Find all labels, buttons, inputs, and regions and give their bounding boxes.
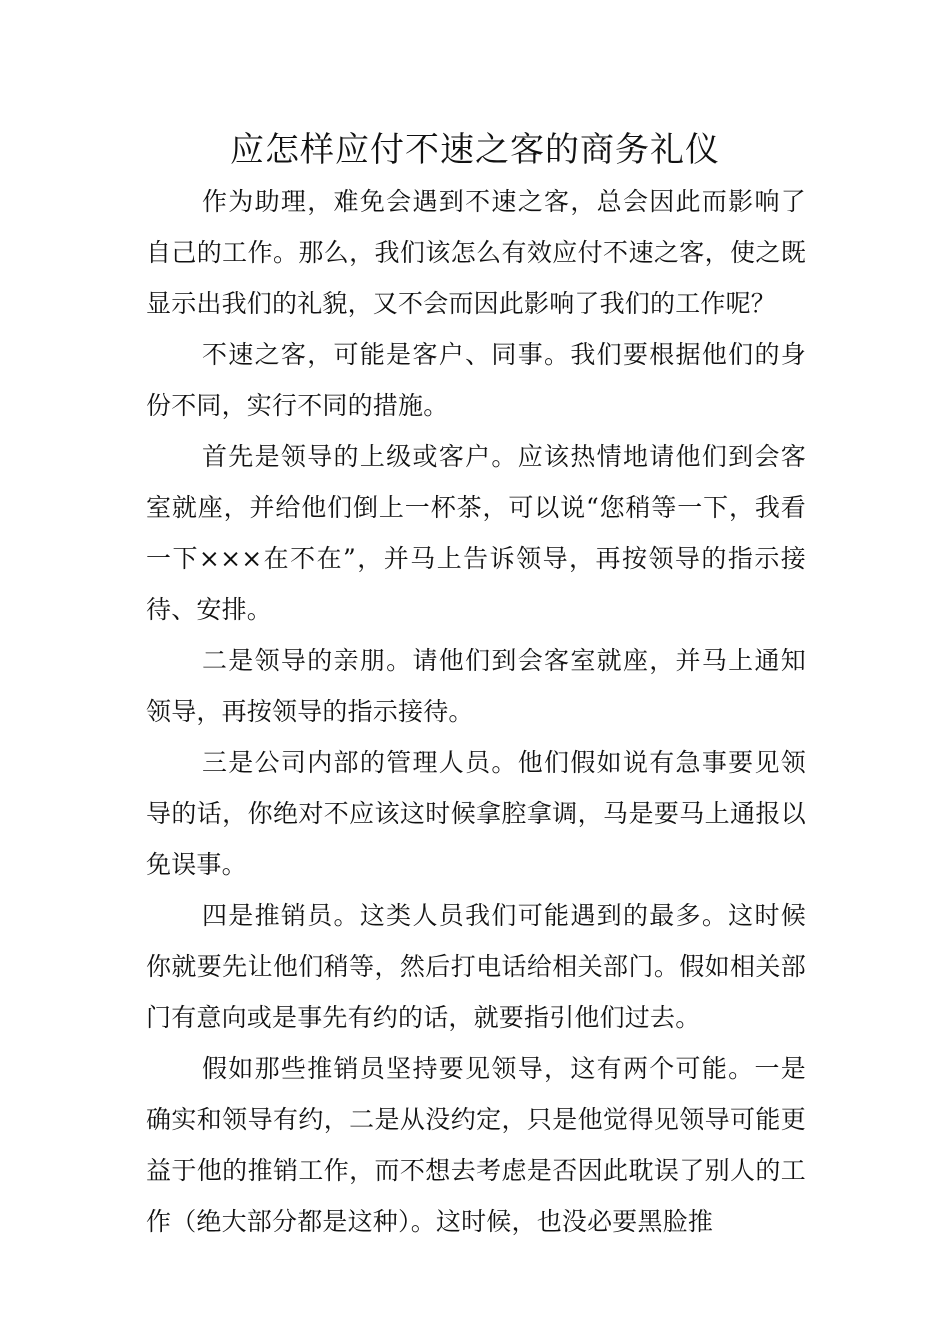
document-body (146, 176, 806, 1247)
paragraph: 二是领导的亲朋。请他们到会客室就座，并马上通知领导，再按领导的指示接待。 (146, 646, 806, 726)
paragraph: 首先是领导的上级或客户。应该热情地请他们到会客室就座，并给他们倒上一杯茶，可以说“您稍等一下，我看一下×××在不在”，并马上告诉领导，再按领导的指示接待、安排。 (146, 442, 806, 624)
paragraph: 作为助理，难免会遇到不速之客，总会因此而影响了自己的工作。那么，我们该怎么有效应付不速之客，使之既显示出我们的礼貌，又不会而因此影响了我们的工作呢？ (146, 187, 806, 318)
paragraph: 不速之客，可能是客户、同事。我们要根据他们的身份不同，实行不同的措施。 (146, 340, 806, 420)
paragraph: 三是公司内部的管理人员。他们假如说有急事要见领导的话，你绝对不应该这时候拿腔拿调，马是要马上通报以免误事。 (146, 748, 806, 879)
document-title: 应怎样应付不速之客的商务礼仪 (230, 130, 720, 170)
paragraph: 四是推销员。这类人员我们可能遇到的最多。这时候你就要先让他们稍等，然后打电话给相关部门。假如相关部门有意向或是事先有约的话，就要指引他们过去。 (146, 901, 806, 1032)
paragraph: 假如那些推销员坚持要见领导，这有两个可能。一是确实和领导有约，二是从没约定，只是他觉得见领导可能更益于他的推销工作，而不想去考虑是否因此耽误了别人的工作（绝大部分都是这种）。这时候，也没必要黑脸推 (146, 1054, 806, 1236)
